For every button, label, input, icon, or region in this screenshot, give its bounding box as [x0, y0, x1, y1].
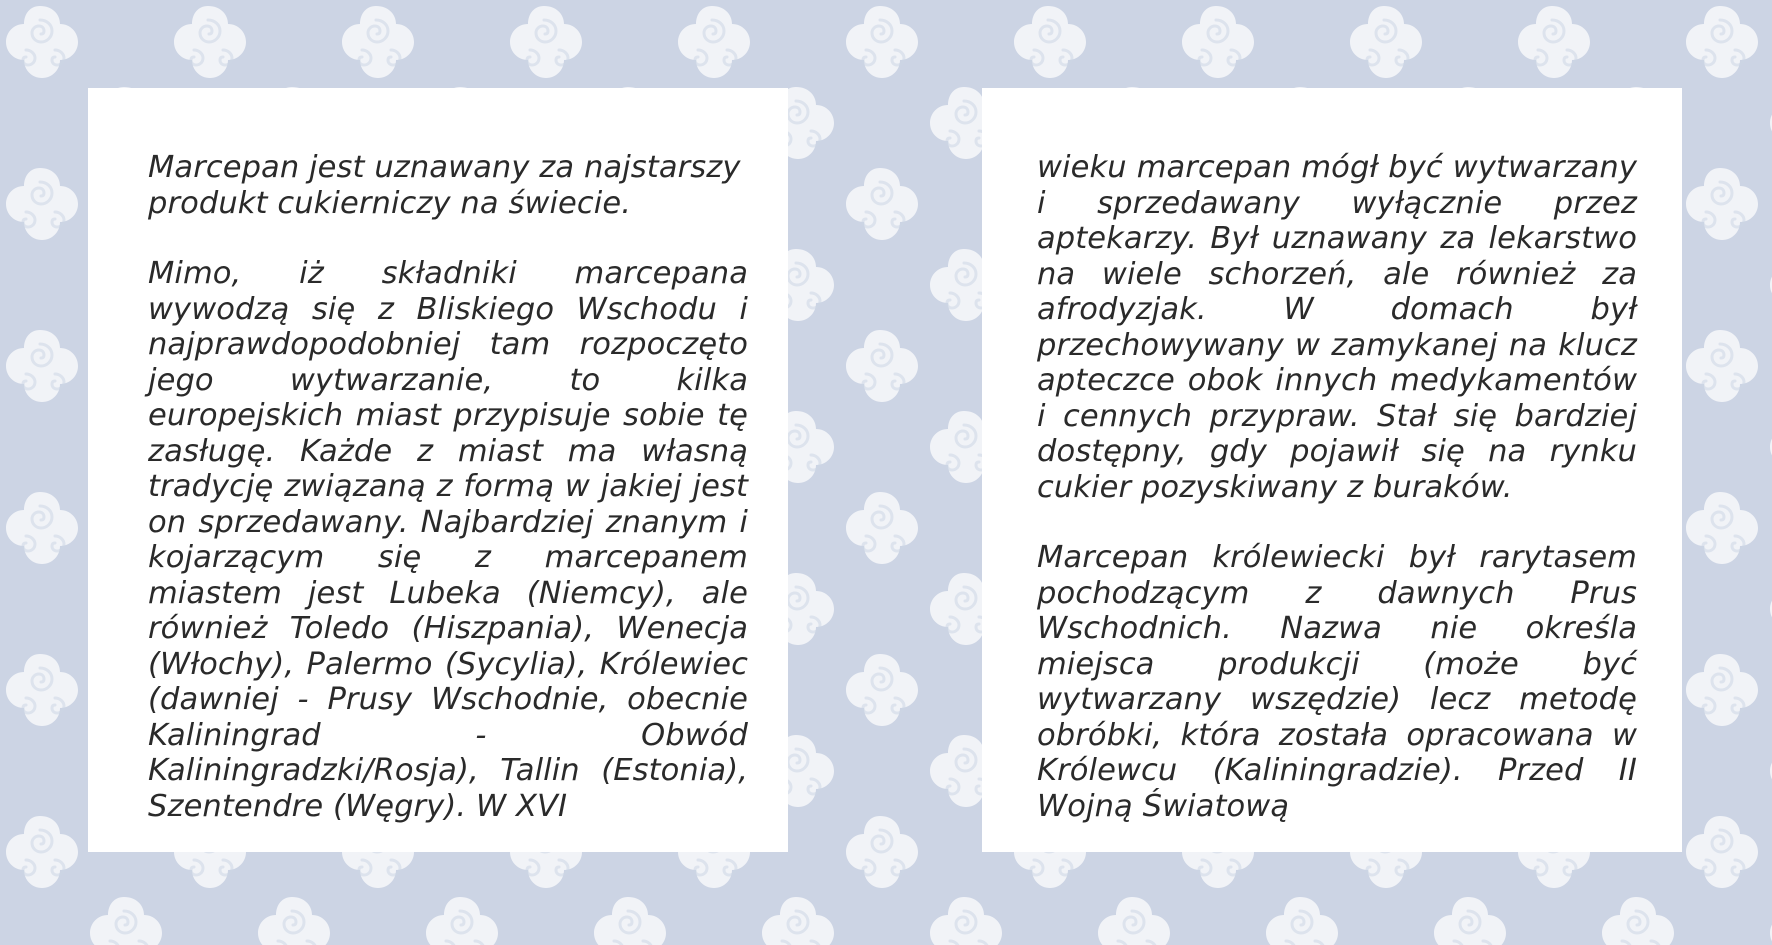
paragraph-right-1: wieku marcepan mógł być wytwarzany i sprzedawany wyłącznie przez aptekarzy. Był uznawany za lekarstwo na wiele schorzeń, ale również za afrodyzjak. W domach był przechowywany w zamykanej na klucz apteczce obok innych medykamentów i cennych przypraw. Stał się bardziej dostępny, gdy pojawił się na rynku cukier pozyskiwany z buraków. [1037, 150, 1637, 505]
column-right-content [1037, 150, 1637, 824]
paragraph-left-1: Marcepan jest uznawany za najstarszy produkt cukierniczy na świecie. [148, 150, 741, 221]
column-left-content [148, 150, 748, 824]
text-panel-left [88, 88, 788, 852]
paragraph-left-2: Mimo, iż składniki marcepana wywodzą się z Bliskiego Wschodu i najprawdopodobniej tam rozpoczęto jego wytwarzanie, to kilka europejskich miast przypisuje sobie tę zasługę. Każde z miast ma własną tradycję związaną z formą w jakiej jest on sprzedawany. Najbardziej znanym i kojarzącym się z marcepanem miastem jest Lubeka (Niemcy), ale również Toledo (Hiszpania), Wenecja (Włochy), Palermo (Sycylia), Królewiec (dawniej - Prusy Wschodnie, obecnie Kaliningrad - Obwód Kaliningradzki/Rosja), Tallin (Estonia), Szentendre (Węgry). W XVI [148, 256, 748, 824]
text-panel-right [982, 88, 1682, 852]
paragraph-right-2: Marcepan królewiecki był rarytasem pochodzącym z dawnych Prus Wschodnich. Nazwa nie określa miejsca produkcji (może być wytwarzany wszędzie) lecz metodę obróbki, która została opracowana w Królewcu (Kaliningradzie). Przed II Wojną Światową [1037, 540, 1637, 824]
